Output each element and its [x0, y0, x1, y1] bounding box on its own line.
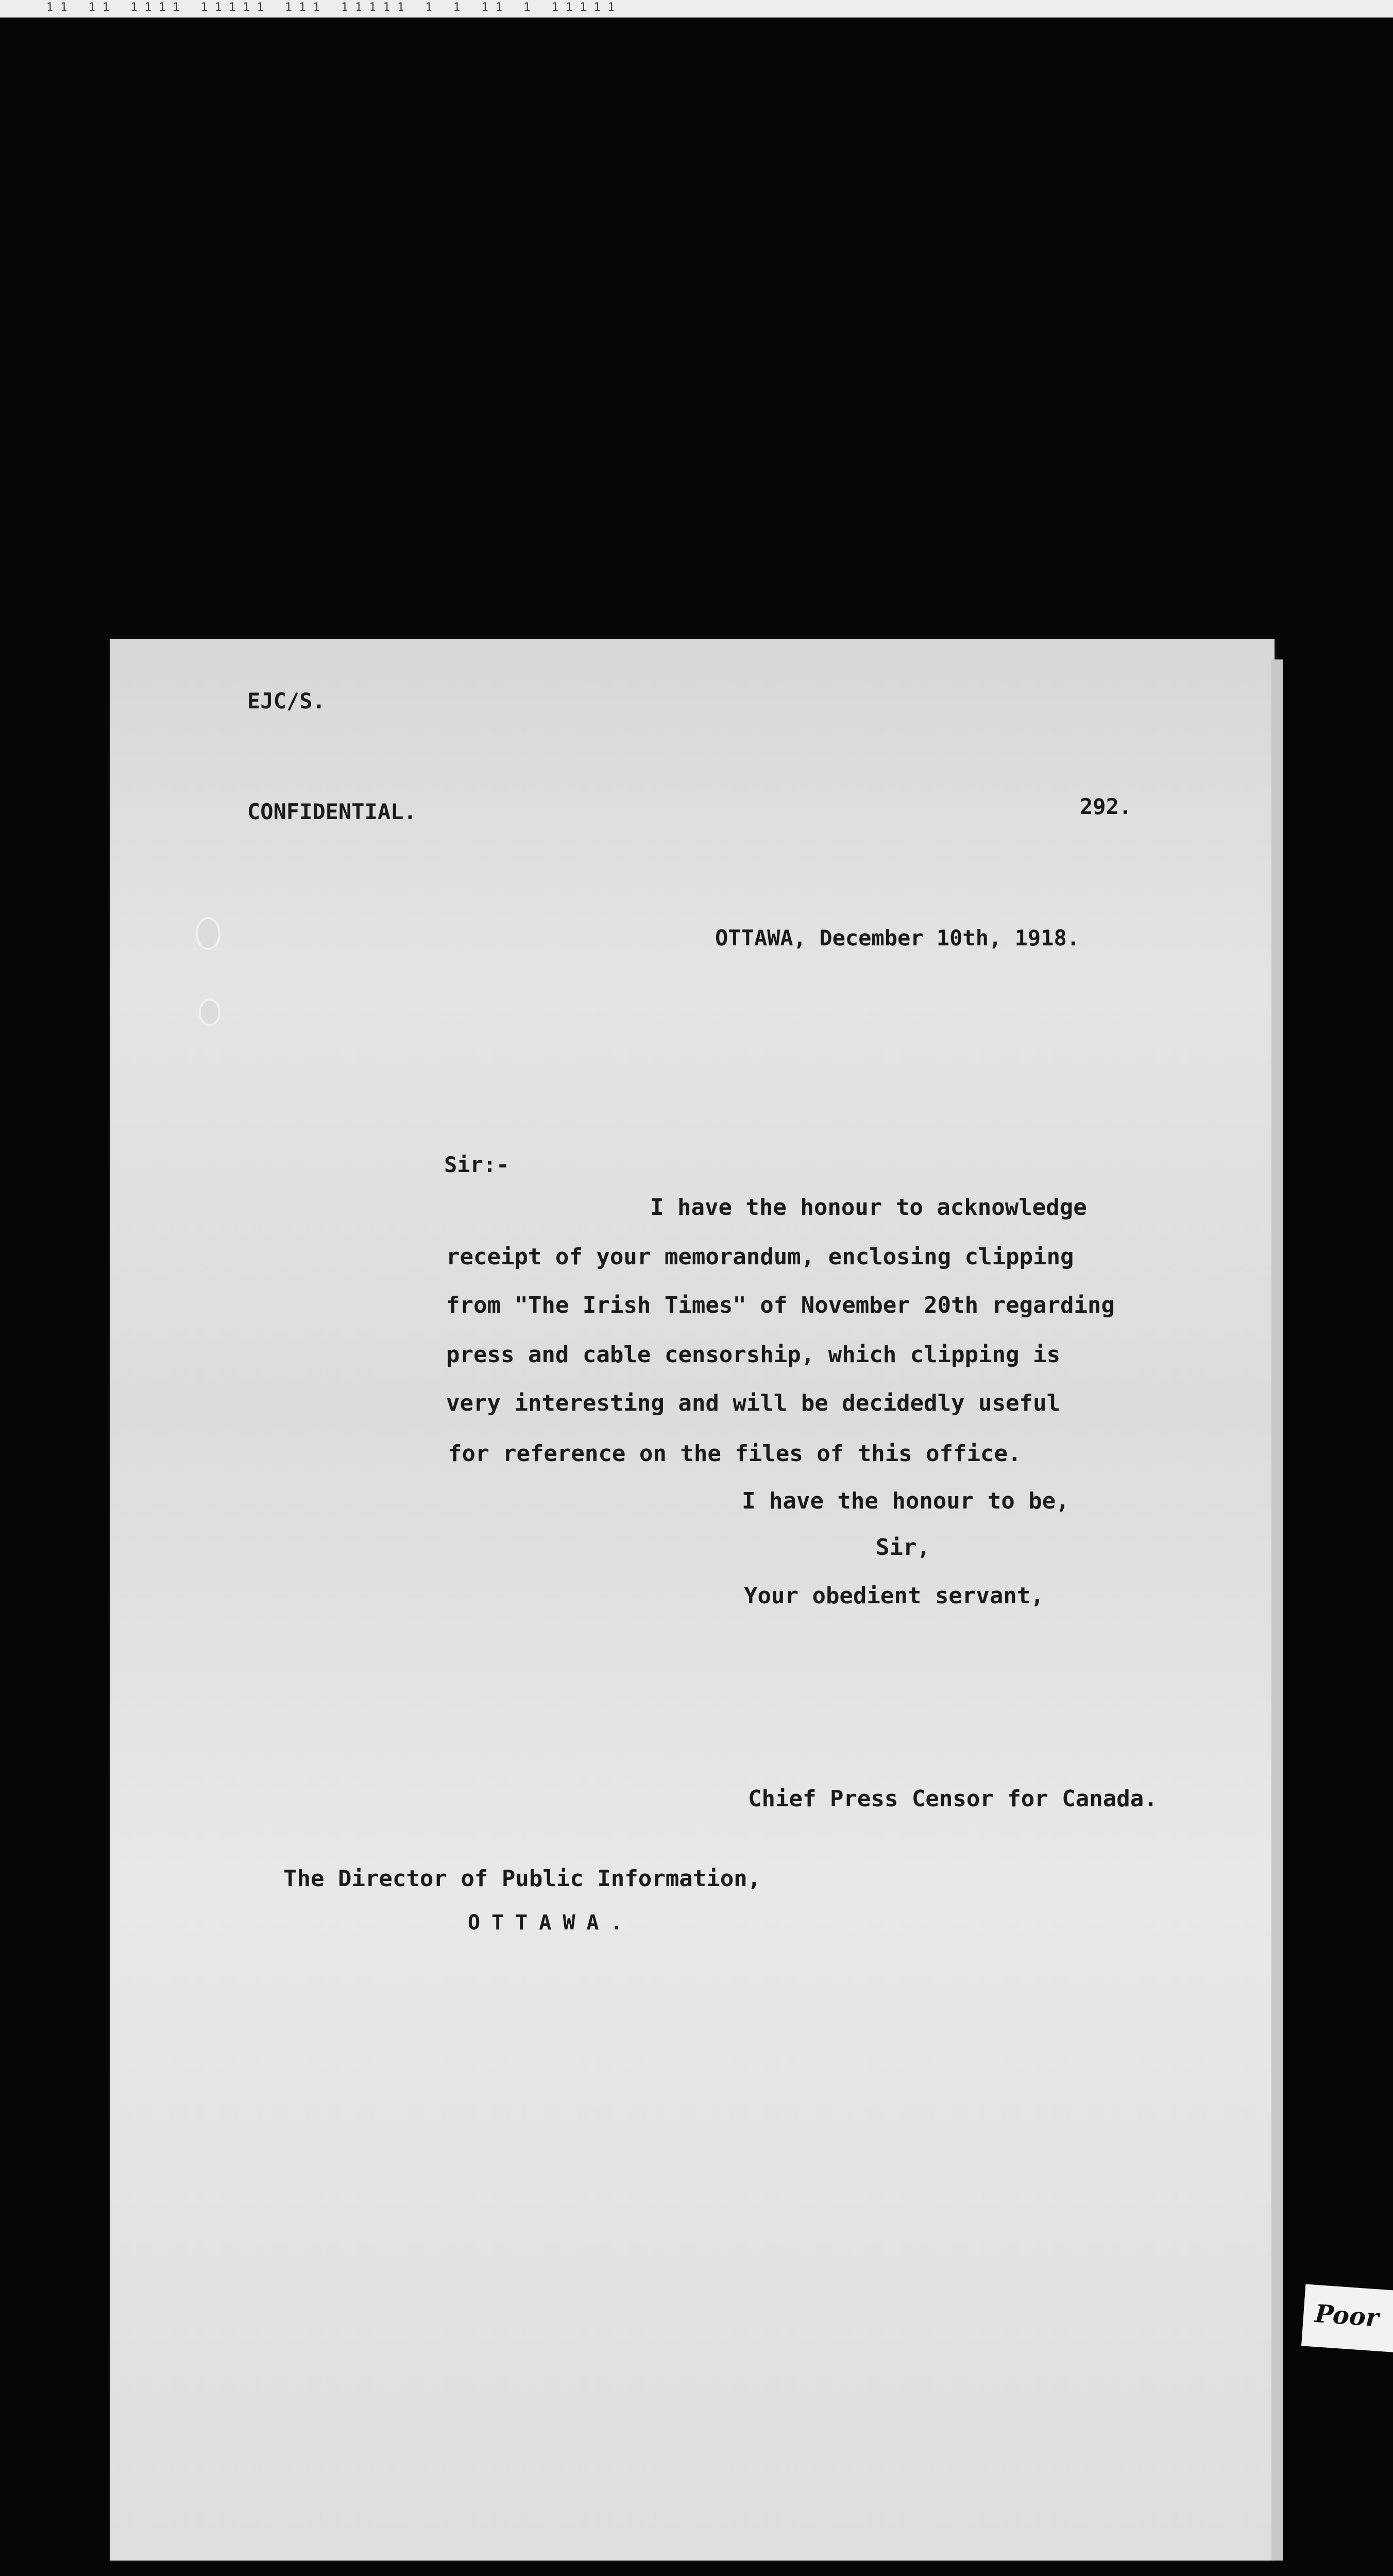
classification-label: CONFIDENTIAL. — [247, 799, 417, 824]
recipient-name: The Director of Public Information, — [283, 1866, 761, 1892]
film-top-strip — [0, 0, 1393, 18]
punch-hole-icon — [196, 917, 220, 950]
salutation: Sir:- — [444, 1152, 509, 1177]
body-line: press and cable censorship, which clipping is — [446, 1342, 1061, 1368]
body-line: very interesting and will be decidedly useful — [446, 1390, 1061, 1416]
letter-page — [110, 639, 1275, 2561]
body-line: from "The Irish Times" of November 20th regarding — [446, 1292, 1115, 1318]
closing-line: I have the honour to be, — [742, 1488, 1069, 1514]
signature-title: Chief Press Censor for Canada. — [748, 1786, 1158, 1812]
punch-hole-icon — [199, 998, 220, 1026]
dateline: OTTAWA, December 10th, 1918. — [715, 925, 1080, 951]
file-reference: EJC/S. — [247, 688, 326, 714]
side-tag-label: Poor — [1314, 2299, 1380, 2333]
film-strip-text: 11 11 1111 11111 111 11111 1 1 11 1 11111 — [46, 1, 622, 14]
closing-line: Sir, — [876, 1534, 930, 1561]
recipient-city: OTTAWA. — [468, 1911, 634, 1935]
page-number: 292. — [1080, 794, 1132, 819]
side-tag — [1301, 2284, 1393, 2353]
body-line: I have the honour to acknowledge — [650, 1194, 1087, 1221]
body-line: for reference on the files of this office. — [448, 1440, 1022, 1467]
closing-line: Your obedient servant, — [744, 1583, 1044, 1609]
letter-page-edge — [1271, 659, 1283, 2561]
body-line: receipt of your memorandum, enclosing clipping — [446, 1244, 1074, 1270]
